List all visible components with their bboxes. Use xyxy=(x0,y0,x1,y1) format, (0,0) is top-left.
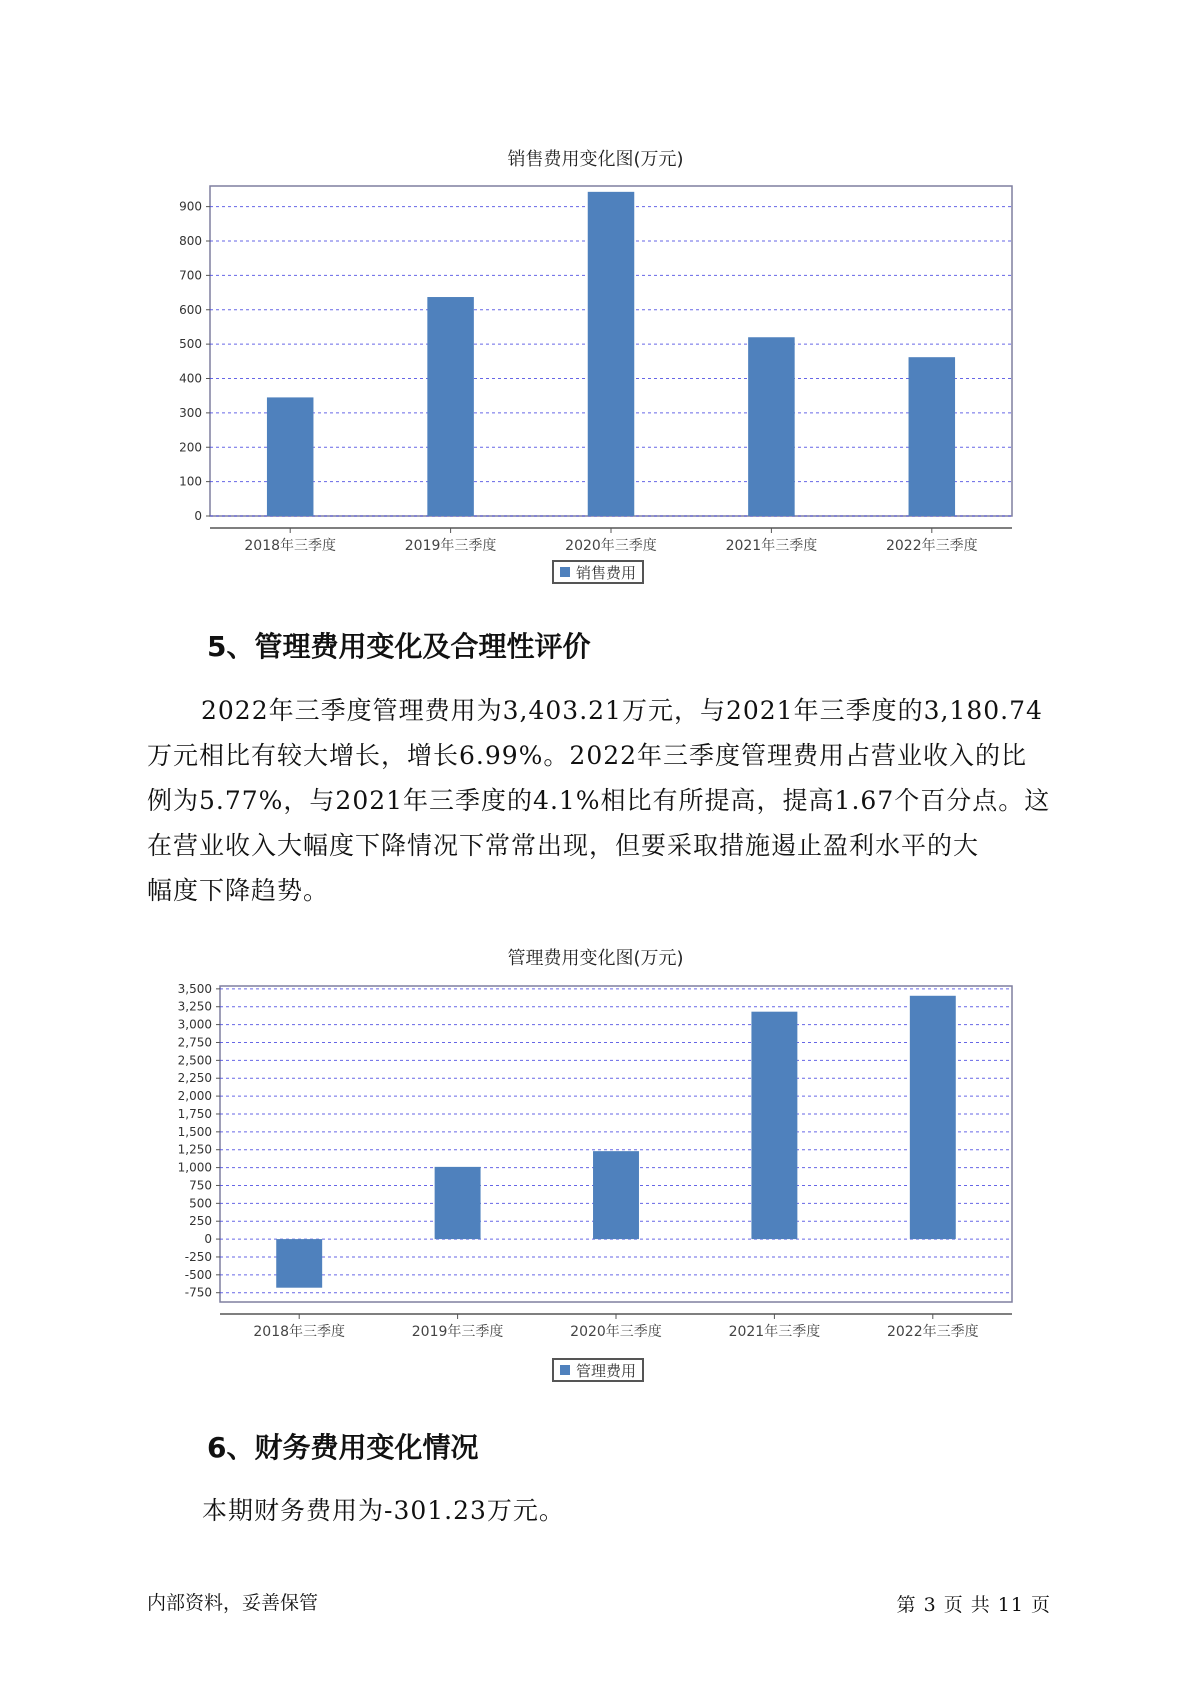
x-tick-label: 2022年三季度 xyxy=(886,1324,979,1340)
section-6-text: 本期财务费用为-301.23万元。 xyxy=(202,1496,565,1525)
y-tick-label: 250 xyxy=(189,1214,212,1229)
y-tick-label: 400 xyxy=(179,371,202,386)
admin-expense-chart xyxy=(0,980,1191,1380)
x-tick-label: 2020年三季度 xyxy=(565,538,657,554)
sales-chart-legend xyxy=(552,560,644,584)
y-tick-label: 100 xyxy=(179,474,202,489)
legend-swatch-admin xyxy=(560,1365,570,1375)
bar xyxy=(267,397,314,516)
bar xyxy=(748,337,795,516)
y-tick-label: 500 xyxy=(189,1196,212,1211)
legend-label-sales: 销售费用 xyxy=(576,563,637,582)
admin-chart-legend xyxy=(552,1358,644,1382)
y-tick-label: 2,500 xyxy=(177,1053,212,1068)
x-tick-label: 2018年三季度 xyxy=(253,1324,346,1340)
y-tick-label: 700 xyxy=(179,268,202,283)
sales-chart-title: 销售费用变化图(万元) xyxy=(507,149,684,170)
y-tick-label: -250 xyxy=(184,1249,212,1264)
section-6-paragraph xyxy=(202,1488,1107,1533)
footer-confidential-note: 内部资料，妥善保管 xyxy=(147,1592,319,1614)
section-5-heading: 5、管理费用变化及合理性评价 xyxy=(207,630,591,663)
y-tick-label: 3,250 xyxy=(177,999,212,1014)
footer-page-number: 第 3 页 共 11 页 xyxy=(896,1594,1051,1616)
x-tick-label: 2018年三季度 xyxy=(244,538,337,554)
y-tick-label: 2,250 xyxy=(177,1071,212,1086)
paragraph-line-5: 幅度下降趋势。 xyxy=(147,876,330,905)
y-tick-label: 1,500 xyxy=(177,1124,212,1139)
section-6-heading: 6、财务费用变化情况 xyxy=(207,1431,479,1464)
y-tick-label: 1,000 xyxy=(177,1160,212,1175)
paragraph-line-4: 在营业收入大幅度下降情况下常常出现，但要采取措施遏止盈利水平的大 xyxy=(147,831,980,860)
bar xyxy=(427,297,474,516)
bar xyxy=(435,1167,481,1239)
paragraph-line-3: 例为5.77%，与2021年三季度的4.1%相比有所提高，提高1.67个百分点。这 xyxy=(147,786,1051,815)
x-tick-label: 2019年三季度 xyxy=(404,538,497,554)
x-tick-label: 2022年三季度 xyxy=(885,538,978,554)
x-tick-label: 2021年三季度 xyxy=(725,538,818,554)
y-tick-label: 200 xyxy=(179,440,202,455)
paragraph-line-1: 2022年三季度管理费用为3,403.21万元，与2021年三季度的3,180.74 xyxy=(201,696,1043,725)
y-tick-label: 0 xyxy=(204,1232,212,1247)
y-tick-label: 750 xyxy=(189,1178,212,1193)
y-tick-label: 900 xyxy=(179,199,202,214)
section-5-paragraph-cont xyxy=(147,733,1052,913)
y-tick-label: 500 xyxy=(179,337,202,352)
y-tick-label: 1,750 xyxy=(177,1106,212,1121)
legend-label-admin: 管理费用 xyxy=(576,1361,637,1380)
x-tick-label: 2021年三季度 xyxy=(728,1324,821,1340)
y-tick-label: 300 xyxy=(179,405,202,420)
plot-area xyxy=(220,986,1012,1302)
legend-swatch-sales xyxy=(560,567,570,577)
section-5-paragraph xyxy=(147,688,1052,733)
bar xyxy=(910,996,956,1239)
y-tick-label: 600 xyxy=(179,302,202,317)
y-tick-label: 2,750 xyxy=(177,1035,212,1050)
bar xyxy=(276,1239,322,1288)
paragraph-line-2: 万元相比有较大增长，增长6.99%。2022年三季度管理费用占营业收入的比 xyxy=(147,741,1028,770)
sales-expense-chart xyxy=(0,180,1191,580)
x-tick-label: 2020年三季度 xyxy=(570,1324,662,1340)
bar xyxy=(909,357,956,516)
y-tick-label: 3,000 xyxy=(177,1017,212,1032)
bar xyxy=(588,192,635,516)
bar xyxy=(751,1012,797,1239)
y-tick-label: 0 xyxy=(194,509,202,523)
y-tick-label: 1,250 xyxy=(177,1142,212,1157)
y-tick-label: 800 xyxy=(179,234,202,248)
y-tick-label: -750 xyxy=(184,1285,212,1300)
y-tick-label: -500 xyxy=(184,1267,212,1282)
x-tick-label: 2019年三季度 xyxy=(411,1324,504,1340)
y-tick-label: 3,500 xyxy=(177,981,212,996)
bar xyxy=(593,1151,639,1239)
admin-chart-title: 管理费用变化图(万元) xyxy=(507,948,684,969)
y-tick-label: 2,000 xyxy=(177,1089,212,1104)
